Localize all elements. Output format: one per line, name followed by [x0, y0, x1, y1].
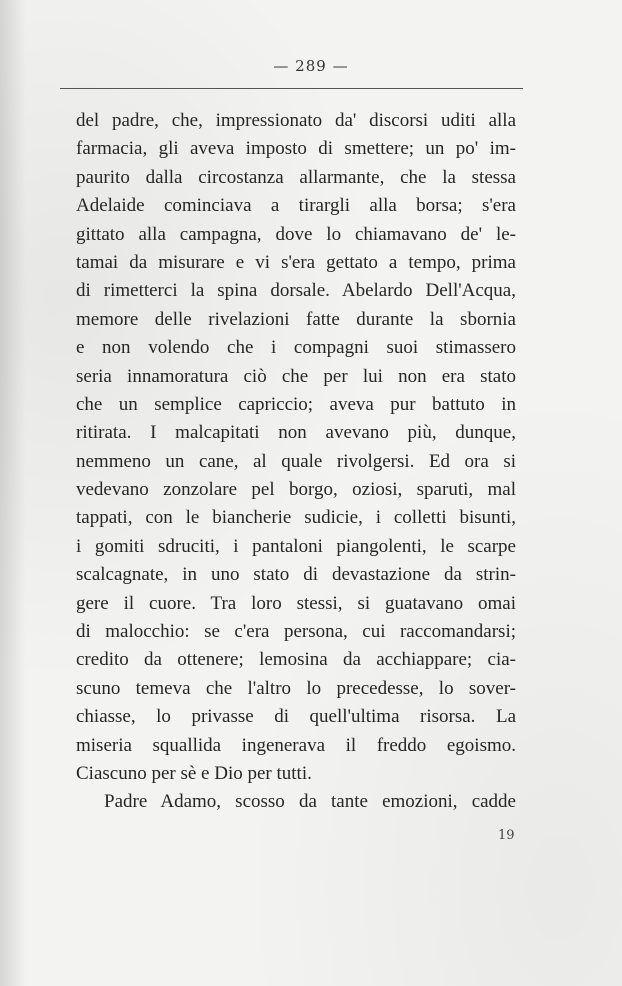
- text-line: gere il cuore. Tra loro stessi, si guatavano omai: [76, 592, 516, 614]
- body-text: [76, 107, 516, 817]
- text-line: credito da ottenere; lemosina da acchiappare; cia-: [76, 649, 516, 671]
- text-line: seria innamoratura ciò che per lui non era stato: [76, 365, 516, 387]
- text-line: chiasse, lo privasse di quell'ultima risorsa. La: [76, 706, 516, 728]
- text-line: ritirata. I malcapitati non avevano più, dunque,: [76, 422, 516, 444]
- text-line: tappati, con le biancherie sudicie, i colletti bisunti,: [76, 507, 516, 529]
- text-line: farmacia, gli aveva imposto di smettere; un po' im-: [76, 138, 516, 160]
- text-line: gittato alla campagna, dove lo chiamavano de' le-: [76, 223, 516, 245]
- text-line: memore delle rivelazioni fatte durante la sbornia: [76, 308, 516, 330]
- text-line: Ciascuno per sè e Dio per tutti.: [76, 762, 312, 784]
- page-gutter-shadow: [0, 0, 26, 986]
- text-line: miseria squallida ingenerava il freddo egoismo.: [76, 734, 516, 756]
- text-line: che un semplice capriccio; aveva pur battuto in: [76, 393, 516, 415]
- text-line: scalcagnate, in uno stato di devastazione da strin-: [76, 564, 516, 586]
- text-line: di malocchio: se c'era persona, cui raccomandarsi;: [76, 621, 516, 643]
- text-line: i gomiti sdruciti, i pantaloni piangolenti, le scarpe: [76, 535, 516, 557]
- page-number: — 289 —: [273, 57, 349, 75]
- text-line: Padre Adamo, scosso da tante emozioni, cadde: [104, 791, 516, 813]
- text-line: tamai da misurare e vi s'era gettato a tempo, prima: [76, 251, 516, 273]
- text-line: scuno temeva che l'altro lo precedesse, lo sover-: [76, 677, 516, 699]
- text-line: vedevano zonzolare pel borgo, oziosi, sparuti, mal: [76, 479, 516, 501]
- text-line: e non volendo che i compagni suoi stimassero: [76, 337, 516, 359]
- signature-mark: 19: [498, 828, 515, 843]
- text-line: nemmeno un cane, al quale rivolgersi. Ed ora si: [76, 450, 516, 472]
- text-line: paurito dalla circostanza allarmante, che la stessa: [76, 166, 516, 188]
- text-line: di rimetterci la spina dorsale. Abelardo Dell'Acqua,: [76, 280, 516, 302]
- text-line: Adelaide cominciava a tirargli alla borsa; s'era: [76, 195, 516, 217]
- text-line: del padre, che, impressionato da' discorsi uditi alla: [76, 110, 516, 131]
- header-rule: [60, 88, 523, 89]
